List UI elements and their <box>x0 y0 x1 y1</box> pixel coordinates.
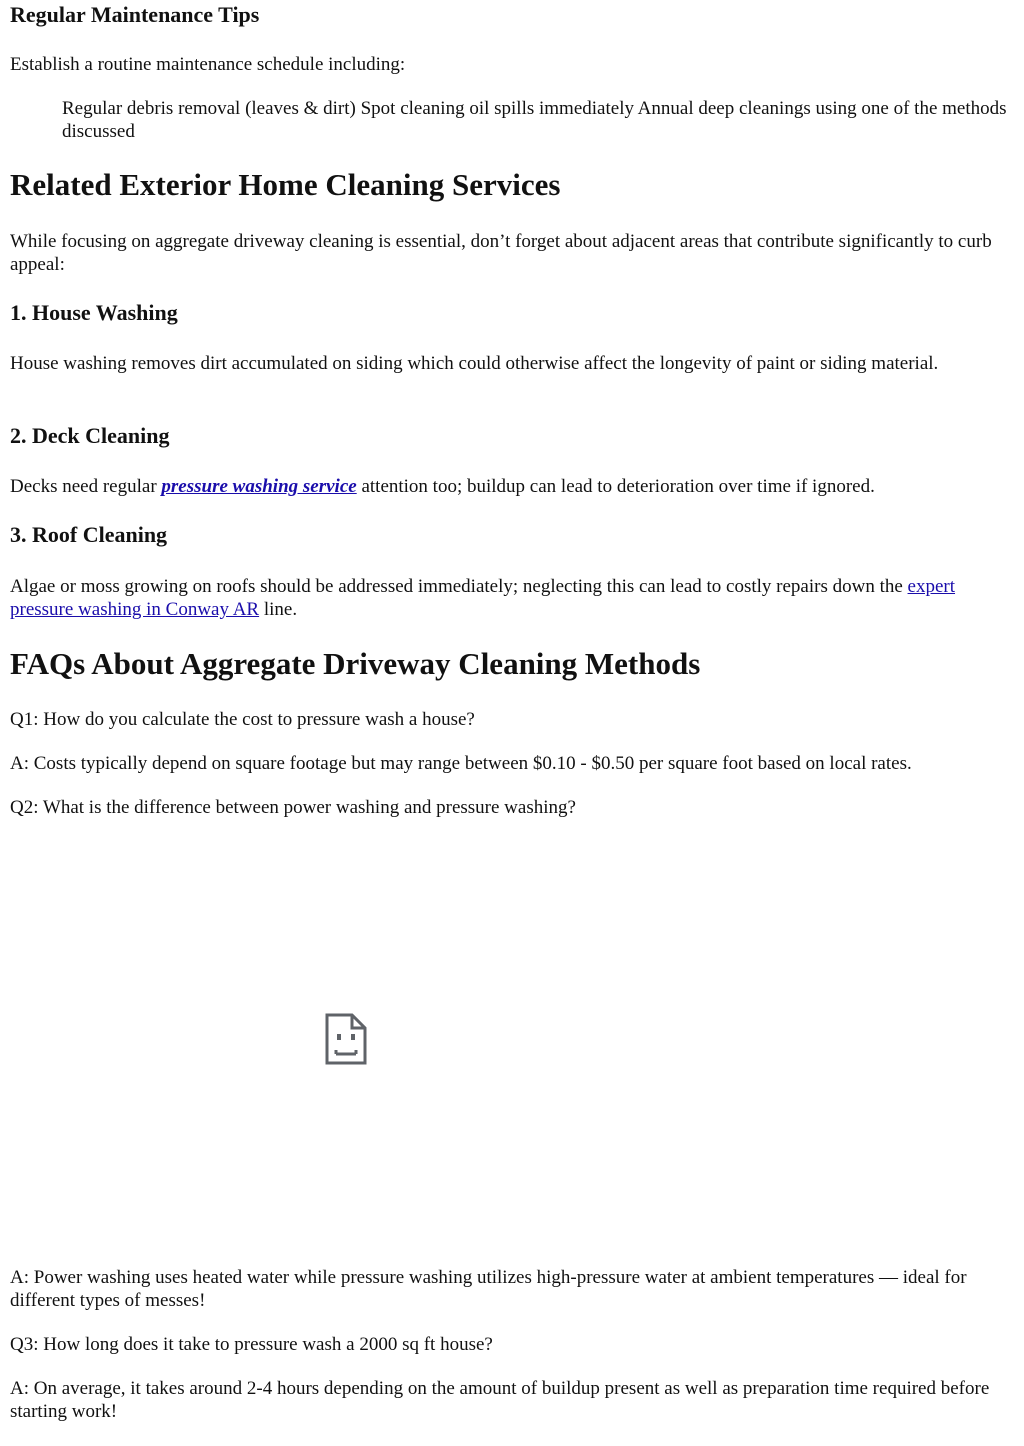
broken-image-placeholder <box>10 826 680 1256</box>
faq-q1: Q1: How do you calculate the cost to pressure wash a house? <box>10 709 475 730</box>
deck-cleaning-text-after: attention too; buildup can lead to deterioration over time if ignored. <box>356 476 875 497</box>
deck-cleaning-heading: 2. Deck Cleaning <box>10 423 170 448</box>
house-washing-heading: 1. House Washing <box>10 300 178 325</box>
roof-cleaning-text-before: Algae or moss growing on roofs should be addressed immediately; neglecting this can lead to costly repairs down the <box>10 576 908 597</box>
maintenance-heading: Regular Maintenance Tips <box>10 2 260 27</box>
expert-pressure-washing-link[interactable]: expert pressure washing in Conway AR <box>10 576 956 620</box>
pressure-washing-service-link[interactable]: pressure washing service <box>161 476 357 497</box>
house-washing-text: House washing removes dirt accumulated on siding which could otherwise affect the longevity of paint or siding material. <box>10 353 939 374</box>
faq-q3: Q3: How long does it take to pressure wash a 2000 sq ft house? <box>10 1334 493 1355</box>
deck-cleaning-text-before: Decks need regular <box>10 476 162 497</box>
related-services-intro: While focusing on aggregate driveway cleaning is essential, don’t forget about adjacent areas that contribute significantly to curb appeal: <box>10 231 992 275</box>
roof-cleaning-text <box>10 575 1016 621</box>
maintenance-list: Regular debris removal (leaves & dirt) Spot cleaning oil spills immediately Annual deep cleanings using one of the methods discussed <box>62 98 1007 142</box>
roof-cleaning-text-after: line. <box>259 599 298 620</box>
related-services-heading: Related Exterior Home Cleaning Services <box>10 167 561 202</box>
faqs-heading: FAQs About Aggregate Driveway Cleaning Methods <box>10 646 701 681</box>
maintenance-intro: Establish a routine maintenance schedule including: <box>10 54 406 75</box>
faq-q2: Q2: What is the difference between power washing and pressure washing? <box>10 797 576 818</box>
roof-cleaning-heading: 3. Roof Cleaning <box>10 522 168 547</box>
faq-a1: A: Costs typically depend on square footage but may range between $0.10 - $0.50 per square foot based on local rates. <box>10 753 912 774</box>
deck-cleaning-text <box>10 475 1016 498</box>
broken-image-icon <box>324 1012 368 1066</box>
faq-a2: A: Power washing uses heated water while pressure washing utilizes high-pressure water at ambient temperatures — ideal for different types of messes! <box>10 1267 967 1311</box>
faq-a3: A: On average, it takes around 2-4 hours depending on the amount of buildup present as well as preparation time required before starting work! <box>10 1378 990 1422</box>
